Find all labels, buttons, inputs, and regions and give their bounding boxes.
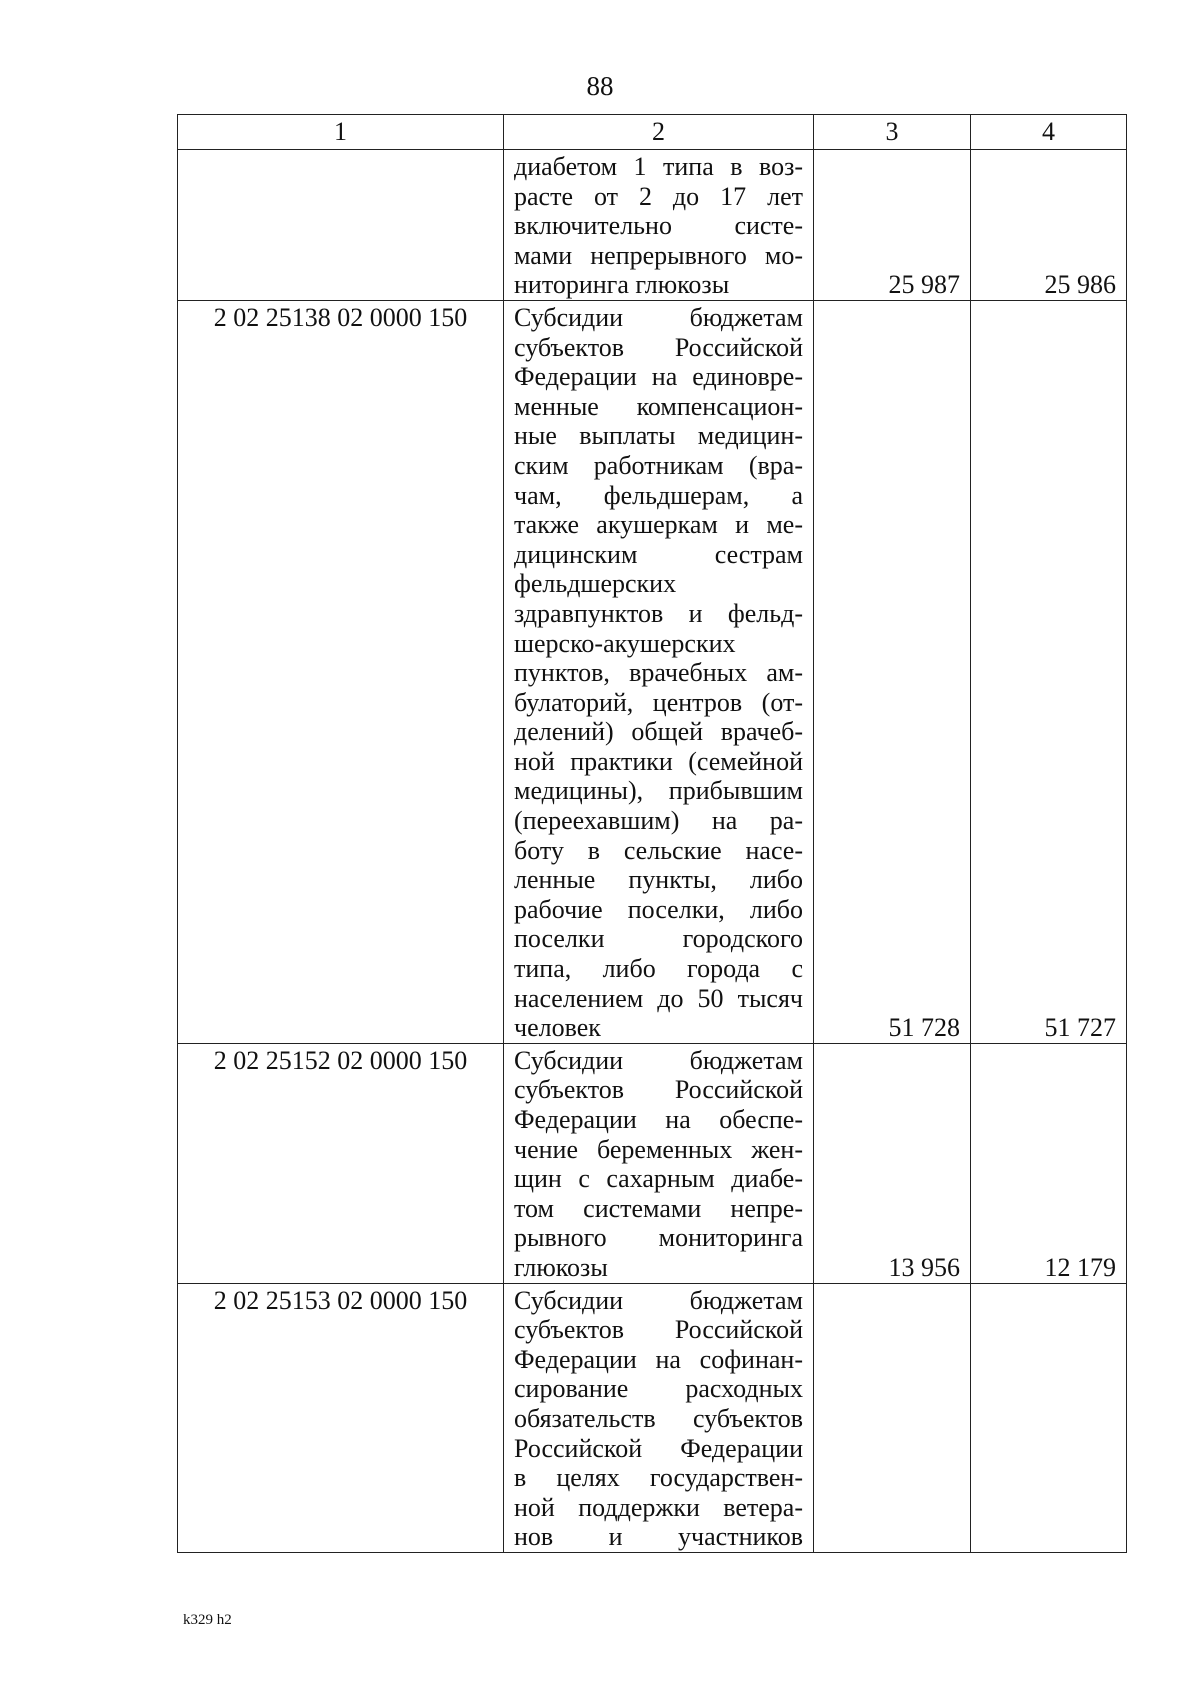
budget-code-cell: 2 02 25152 02 0000 150 — [178, 1043, 504, 1283]
description-line: включительно систе- — [514, 211, 803, 241]
budget-code-cell — [178, 150, 504, 301]
amount-col3-cell: 25 987 — [814, 150, 971, 301]
description-line: менные компенсацион- — [514, 391, 803, 421]
table-row — [178, 1043, 1127, 1283]
description-line: Субсидии бюджетам — [514, 302, 803, 332]
footer-code: k329 h2 — [183, 1612, 232, 1628]
description-line: (переехавшим) на ра- — [514, 806, 803, 836]
table-row — [178, 1283, 1127, 1552]
description-line: Субсидии бюджетам — [514, 1045, 803, 1075]
description-line: булаторий, центров (от- — [514, 687, 803, 717]
description-line: субъектов Российской — [514, 1315, 803, 1345]
description-line: боту в сельские насе- — [514, 835, 803, 865]
description-line: ским работникам (вра- — [514, 450, 803, 480]
description-line: рабочие поселки, либо — [514, 894, 803, 924]
amount-col3-cell: 13 956 — [814, 1043, 971, 1283]
description-line: Федерации на обеспе- — [514, 1105, 803, 1134]
column-header-2: 2 — [504, 115, 814, 150]
description-line: медицины), прибывшим — [514, 776, 803, 806]
description-line: субъектов Российской — [514, 1075, 803, 1105]
amount-col4-cell — [971, 1283, 1127, 1552]
budget-code-cell: 2 02 25138 02 0000 150 — [178, 300, 504, 1043]
description-line: сирование расходных — [514, 1374, 803, 1404]
description-cell — [504, 1283, 814, 1552]
description-line: в целях государствен- — [514, 1463, 803, 1493]
description-line: ной практики (семейной — [514, 746, 803, 776]
description-line: ленные пункты, либо — [514, 865, 803, 895]
description-line: ниторинга глюкозы — [514, 270, 730, 300]
table-row — [178, 300, 1127, 1043]
description-cell — [504, 1043, 814, 1283]
description-line: чение беременных жен- — [514, 1134, 803, 1164]
description-line: поселки городского — [514, 924, 803, 954]
description-line: здравпунктов и фельд- — [514, 598, 803, 628]
budget-table — [177, 114, 1127, 1553]
column-header-1: 1 — [178, 115, 504, 150]
description-line: субъектов Российской — [514, 332, 803, 362]
description-line: Федерации на единовре- — [514, 362, 803, 392]
description-line: рывного мониторинга — [514, 1223, 803, 1253]
description-line: также акушеркам и ме- — [514, 510, 803, 540]
description-line: дицинским сестрам — [514, 539, 803, 569]
description-line: Российской Федерации — [514, 1433, 803, 1463]
description-line: Субсидии бюджетам — [514, 1285, 803, 1315]
description-line: человек — [514, 1013, 601, 1043]
description-line: пунктов, врачебных ам- — [514, 658, 803, 688]
description-line: ной поддержки ветера- — [514, 1492, 803, 1522]
page-number: 88 — [586, 71, 614, 101]
description-cell — [504, 150, 814, 301]
description-line: делений) общей врачеб- — [514, 717, 803, 747]
column-header-3: 3 — [814, 115, 971, 150]
amount-col4-cell: 51 727 — [971, 300, 1127, 1043]
description-line: Федерации на софинан- — [514, 1344, 803, 1374]
description-line: фельдшерских — [514, 569, 677, 599]
column-header-4: 4 — [971, 115, 1127, 150]
budget-code-cell: 2 02 25153 02 0000 150 — [178, 1283, 504, 1552]
description-cell — [504, 300, 814, 1043]
table-header-row — [178, 115, 1127, 150]
description-line: ные выплаты медицин- — [514, 421, 803, 451]
description-line: диабетом 1 типа в воз- — [514, 152, 803, 181]
description-line: обязательств субъектов — [514, 1403, 803, 1433]
table-row — [178, 150, 1127, 301]
description-line: мами непрерывного мо- — [514, 240, 803, 270]
description-line: расте от 2 до 17 лет — [514, 181, 803, 211]
amount-col3-cell: 51 728 — [814, 300, 971, 1043]
description-line: нов и участников — [514, 1522, 803, 1552]
amount-col4-cell: 12 179 — [971, 1043, 1127, 1283]
description-line: населением до 50 тысяч — [514, 983, 803, 1013]
description-line: том системами непре- — [514, 1193, 803, 1223]
description-line: типа, либо города с — [514, 954, 803, 984]
description-line: чам, фельдшерам, а — [514, 480, 803, 510]
amount-col4-cell: 25 986 — [971, 150, 1127, 301]
amount-col3-cell — [814, 1283, 971, 1552]
description-line: шерско-акушерских — [514, 628, 736, 658]
description-line: глюкозы — [514, 1252, 608, 1282]
description-line: щин с сахарным диабе- — [514, 1164, 803, 1194]
